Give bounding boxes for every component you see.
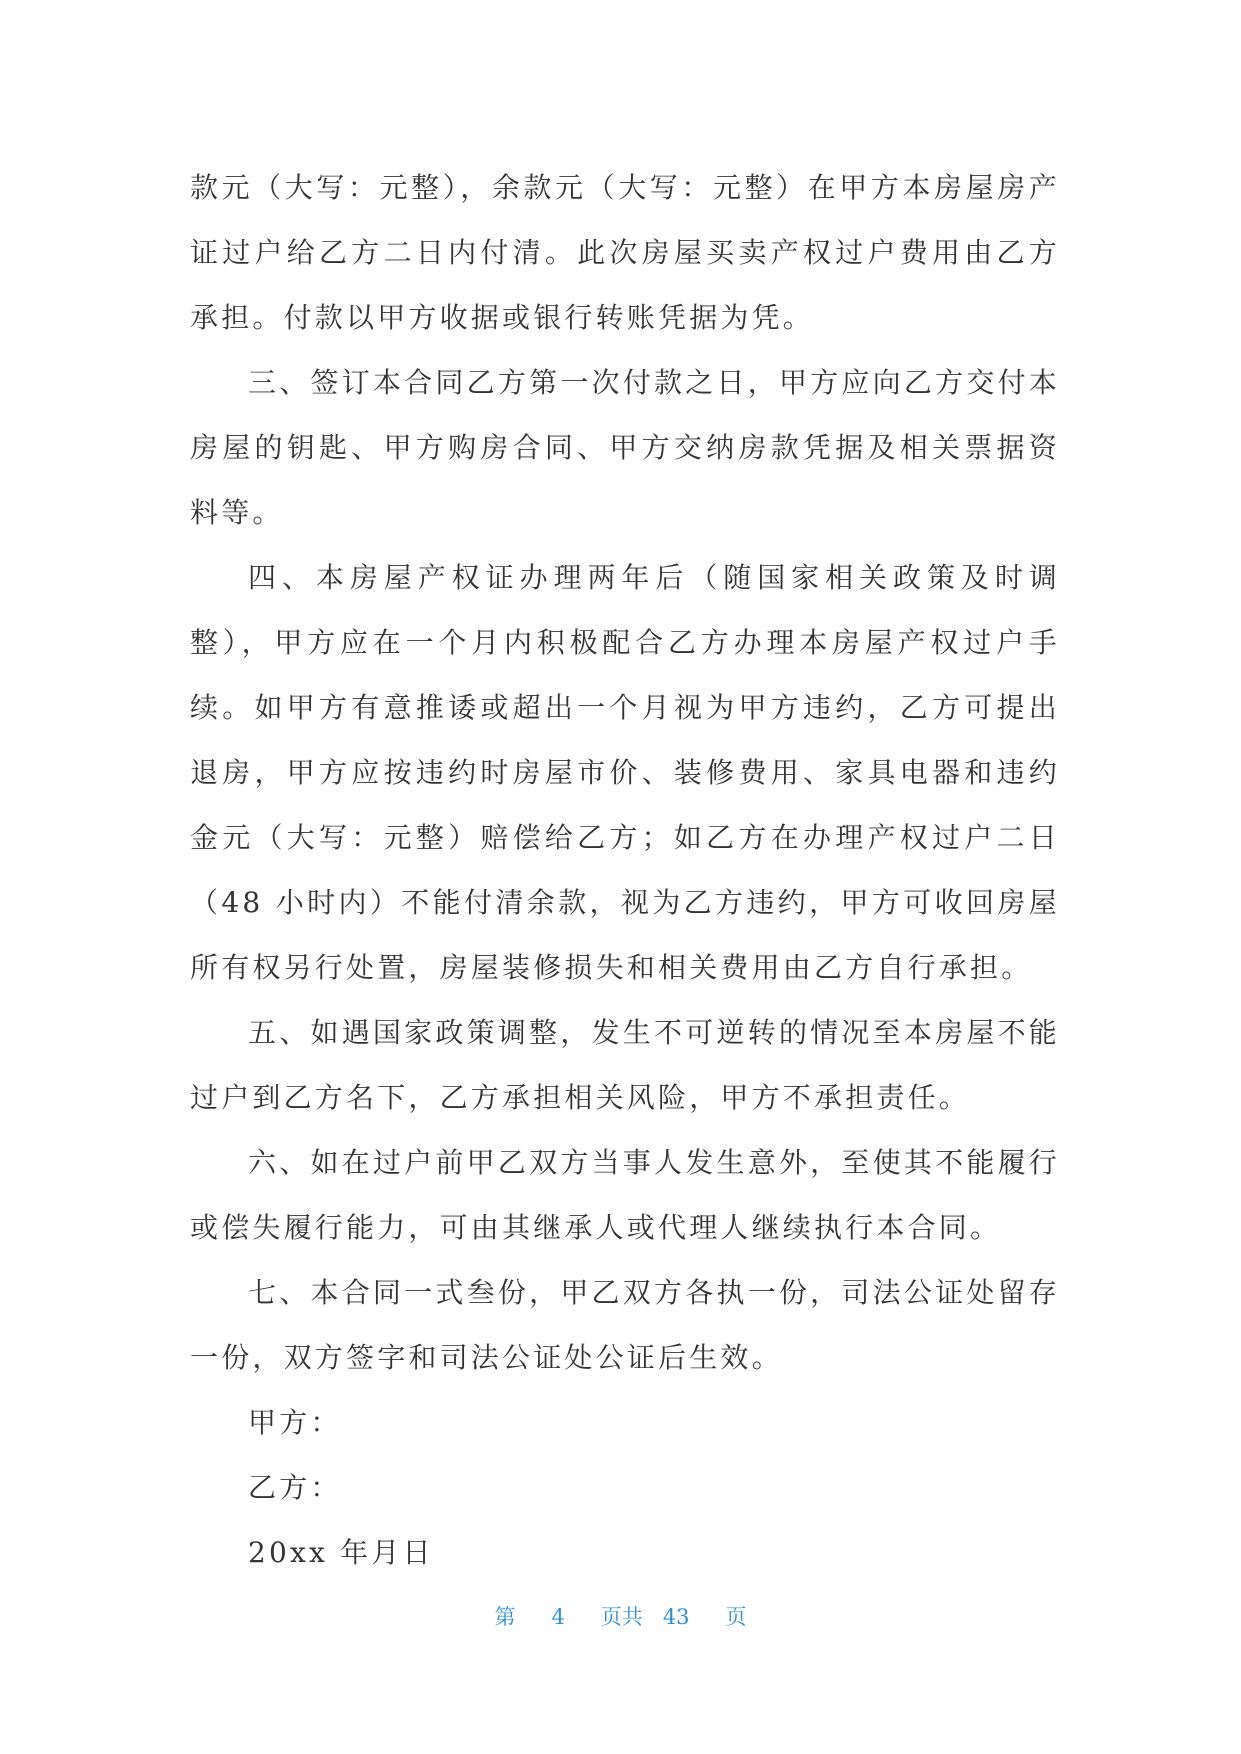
footer-middle: 页共 [600,1605,643,1629]
page-footer [0,1602,1241,1632]
footer-prefix: 第 [494,1605,516,1629]
footer-total-pages: 43 [662,1605,690,1629]
paragraph-clause-6: 六、如在过户前甲乙双方当事人发生意外，至使其不能履行或偿失履行能力，可由其继承人或代理人继续执行本合同。 [190,1146,1060,1244]
contract-body [190,155,1060,1585]
paragraph-payment-continuation: 款元（大写：元整），余款元（大写：元整）在甲方本房屋房产证过户给乙方二日内付清。此次房屋买卖产权过户费用由乙方承担。付款以甲方收据或银行转账凭据为凭。 [190,171,1060,334]
signature-party-b: 乙方： [248,1471,342,1504]
footer-suffix: 页 [725,1605,747,1629]
signature-date: 20xx 年月日 [248,1536,434,1569]
footer-current-page: 4 [551,1605,565,1629]
signature-party-a: 甲方： [248,1406,342,1439]
paragraph-clause-5: 五、如遇国家政策调整，发生不可逆转的情况至本房屋不能过户到乙方名下，乙方承担相关风险，甲方不承担责任。 [190,1016,1060,1114]
paragraph-clause-3: 三、签订本合同乙方第一次付款之日，甲方应向乙方交付本房屋的钥匙、甲方购房合同、甲方交纳房款凭据及相关票据资料等。 [190,366,1060,529]
paragraph-clause-7: 七、本合同一式叁份，甲乙双方各执一份，司法公证处留存一份，双方签字和司法公证处公证后生效。 [190,1276,1060,1374]
paragraph-clause-4: 四、本房屋产权证办理两年后（随国家相关政策及时调整），甲方应在一个月内积极配合乙方办理本房屋产权过户手续。如甲方有意推诿或超出一个月视为甲方违约，乙方可提出退房，甲方应按违约时房屋市价、装修费用、家具电器和违约金元（大写：元整）赔偿给乙方；如乙方在办理产权过户二日（48 小时内）不能付清余款，视为乙方违约，甲方可收回房屋所有权另行处置，房屋装修损失和相关费用由乙方自行承担。 [190,561,1060,984]
